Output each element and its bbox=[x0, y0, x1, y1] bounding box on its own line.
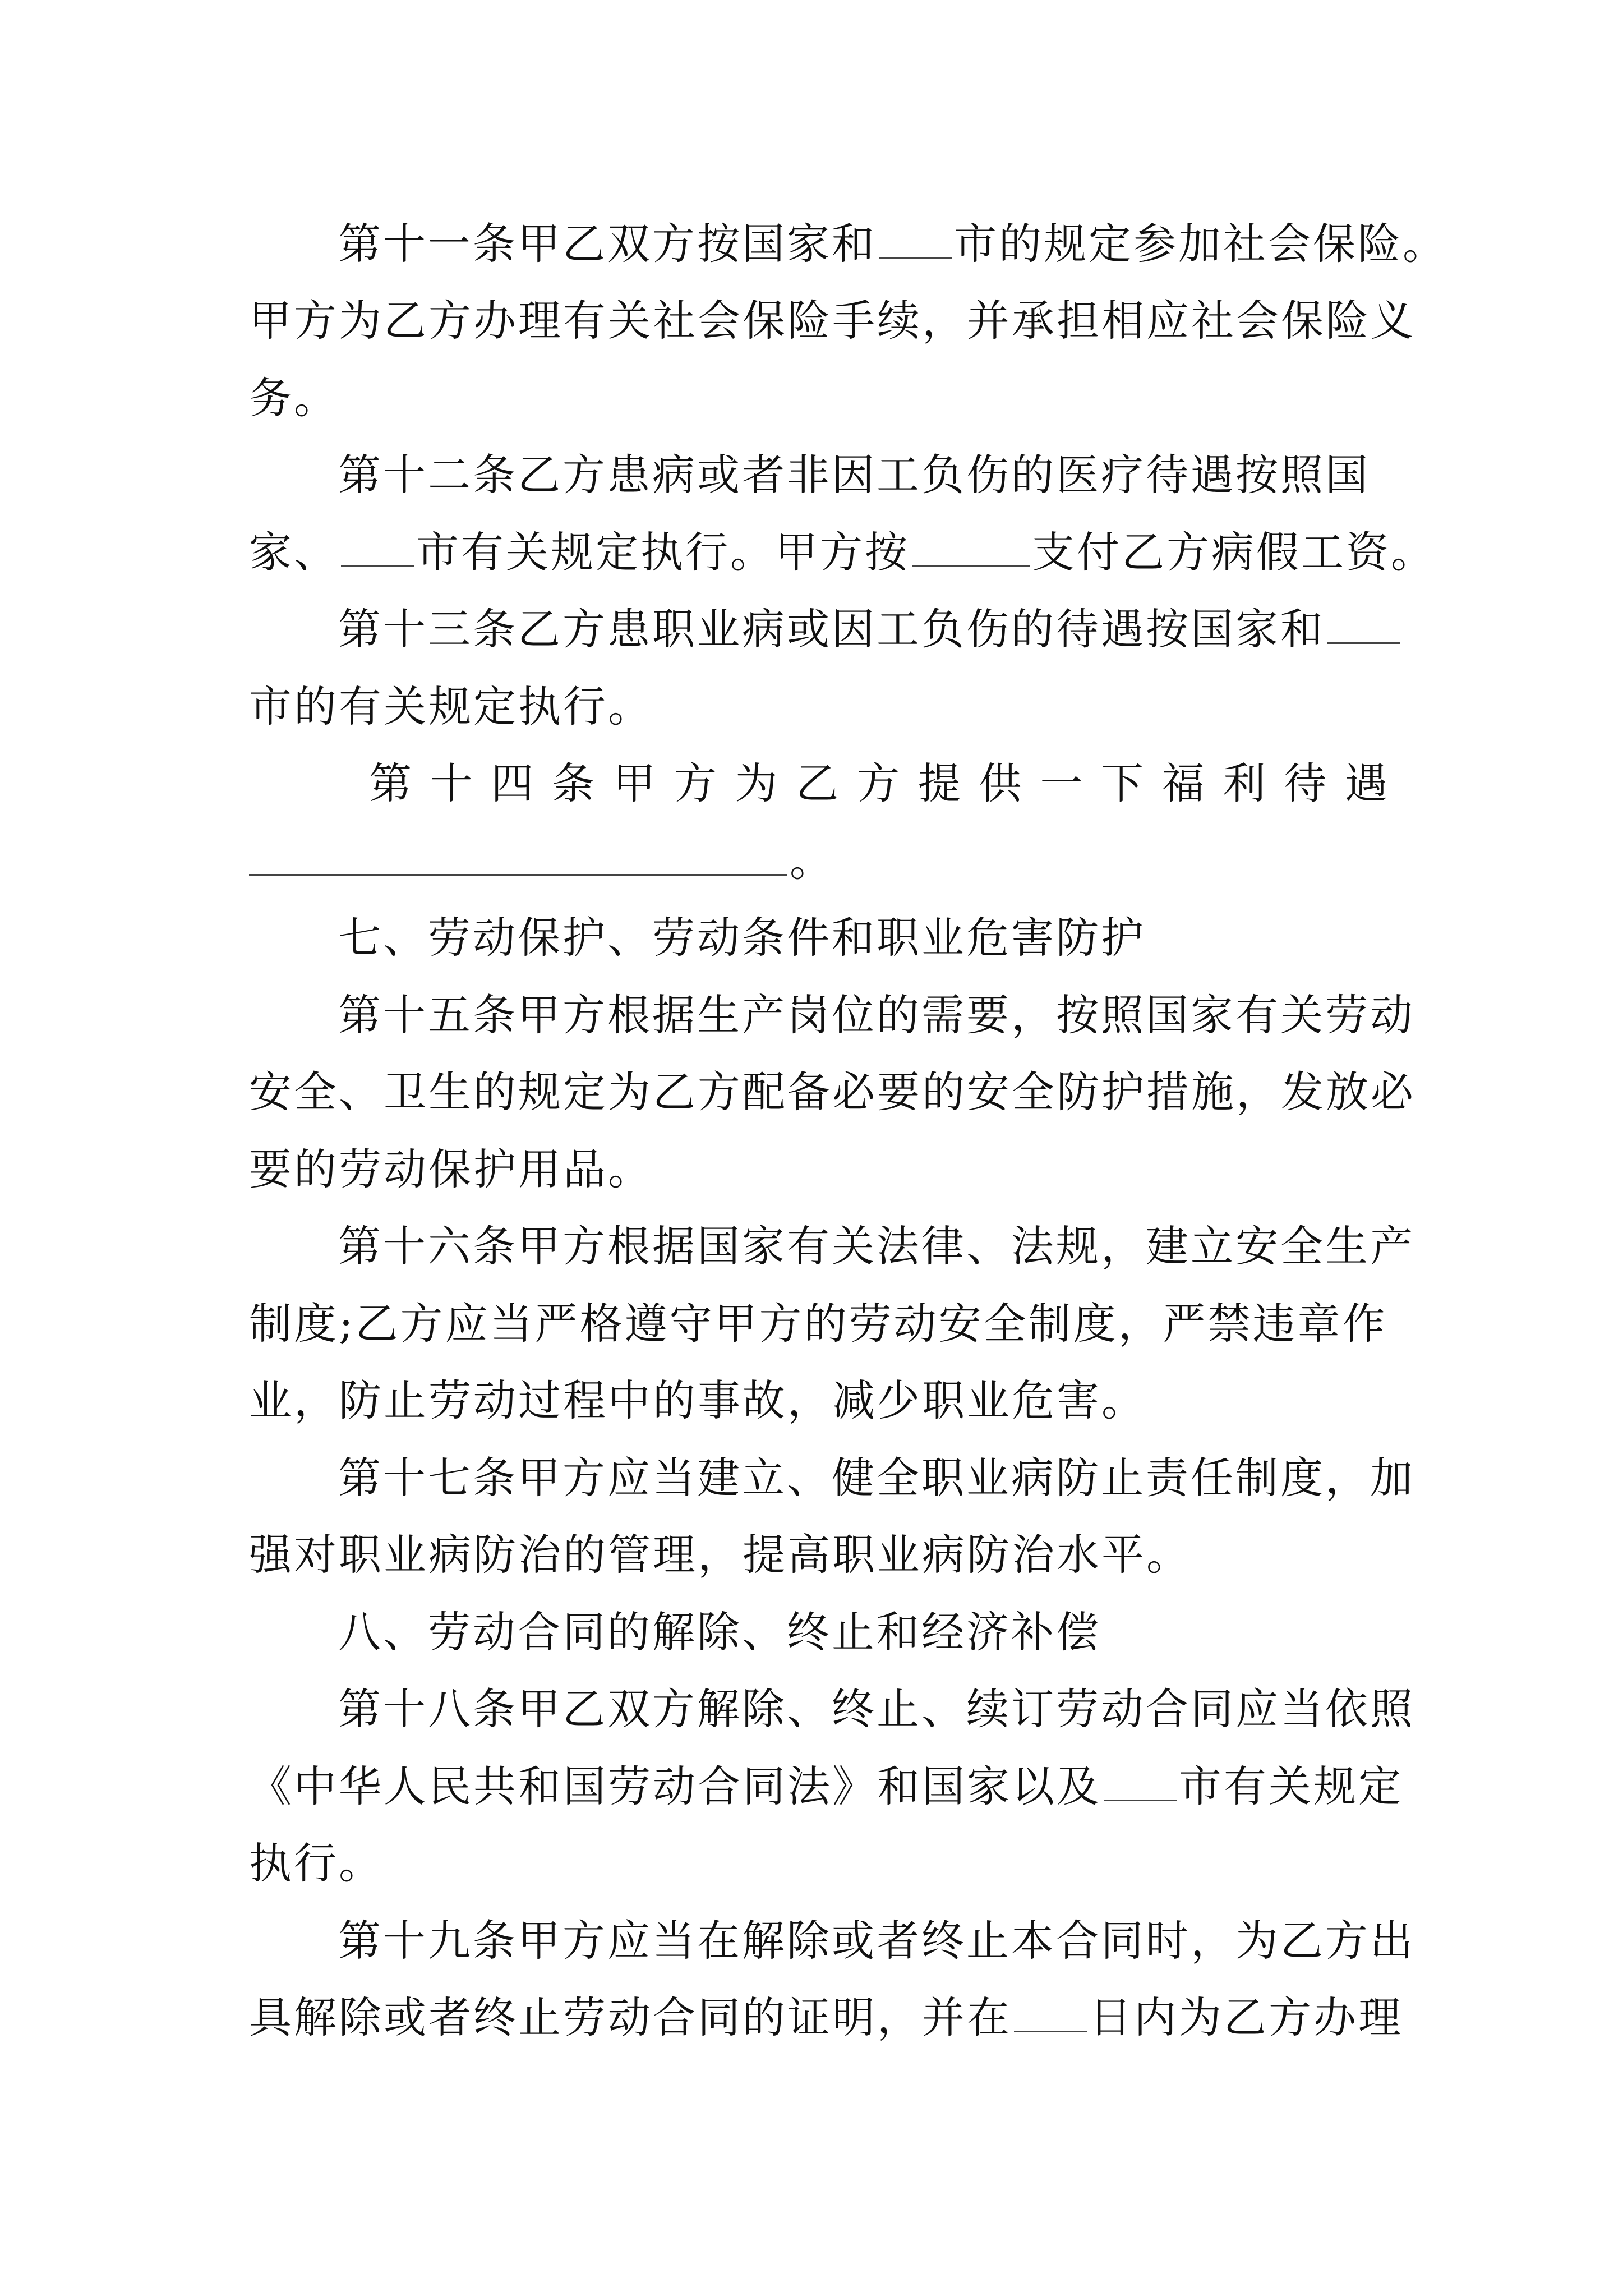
article-14-char: 利 bbox=[1223, 758, 1268, 808]
article-11-line-1 bbox=[338, 216, 1471, 272]
days-blank[interactable] bbox=[1014, 1994, 1087, 2032]
article-14-char: 供 bbox=[979, 758, 1024, 808]
article-19-text-a: 具解除或者终止劳动合同的证明，并在 bbox=[249, 1993, 1012, 2042]
article-17-line-1: 第十七条甲方应当建立、健全职业病防止责任制度，加 bbox=[338, 1453, 1415, 1503]
article-18-text-b: 市有关规定 bbox=[1179, 1761, 1403, 1811]
article-13-line-2: 市的有关规定执行。 bbox=[249, 682, 653, 731]
article-18-line-2 bbox=[249, 1759, 1403, 1815]
article-14-char: 方 bbox=[674, 758, 719, 808]
city-blank[interactable] bbox=[1104, 1763, 1177, 1801]
article-11-text-b: 市的规定参加社会保险。 bbox=[954, 219, 1447, 269]
article-14-char: 一 bbox=[1040, 758, 1085, 808]
article-12-text-c: 支付乙方病假工资。 bbox=[1032, 527, 1436, 577]
benefits-blank[interactable] bbox=[249, 837, 787, 876]
article-14-end: 。 bbox=[790, 836, 834, 886]
article-14-char: 方 bbox=[857, 758, 902, 808]
section-7-heading: 七、劳动保护、劳动条件和职业危害防护 bbox=[338, 913, 1146, 963]
article-14-char: 提 bbox=[917, 758, 963, 808]
article-16-line-3: 业，防止劳动过程中的事故，减少职业危害。 bbox=[249, 1375, 1146, 1425]
article-14-char: 待 bbox=[1284, 758, 1329, 808]
article-14-char: 乙 bbox=[796, 758, 841, 808]
article-12-text-a: 家、 bbox=[249, 527, 339, 577]
city-blank[interactable] bbox=[879, 220, 952, 259]
sick-pay-blank[interactable] bbox=[912, 528, 1030, 567]
article-19-line-2 bbox=[249, 1990, 1403, 2046]
article-14-char: 遇 bbox=[1345, 758, 1390, 808]
article-17-line-2: 强对职业病防治的管理，提高职业病防治水平。 bbox=[249, 1530, 1191, 1580]
article-14-char: 福 bbox=[1161, 758, 1207, 808]
article-15-line-1: 第十五条甲方根据生产岗位的需要，按照国家有关劳动 bbox=[338, 990, 1415, 1040]
article-11-text-a: 第十一条甲乙双方按国家和 bbox=[338, 219, 877, 269]
city-blank[interactable] bbox=[341, 528, 414, 567]
article-14-char: 下 bbox=[1101, 758, 1146, 808]
article-19-text-b: 日内为乙方办理 bbox=[1089, 1993, 1403, 2042]
article-15-line-2: 安全、卫生的规定为乙方配备必要的安全防护措施，发放必 bbox=[249, 1067, 1415, 1117]
article-11-line-2: 甲方为乙方办理有关社会保险手续，并承担相应社会保险义 bbox=[249, 296, 1415, 346]
article-14-char: 四 bbox=[491, 758, 536, 808]
article-12-text-b: 市有关规定执行。甲方按 bbox=[416, 527, 910, 577]
article-14-char: 甲 bbox=[613, 758, 658, 808]
article-13-text-a: 第十三条乙方患职业病或因工负伤的待遇按国家和 bbox=[338, 604, 1325, 654]
article-18-text-a: 《中华人民共和国劳动合同法》和国家以及 bbox=[249, 1761, 1101, 1811]
article-12-line-1: 第十二条乙方患病或者非因工负伤的医疗待遇按照国 bbox=[338, 450, 1370, 500]
article-11-line-3: 务。 bbox=[249, 373, 339, 423]
article-14-line-1 bbox=[369, 756, 1390, 812]
article-14-char: 为 bbox=[735, 758, 780, 808]
article-14-char: 条 bbox=[552, 758, 597, 808]
article-15-line-3: 要的劳动保护用品。 bbox=[249, 1144, 653, 1194]
article-14-char: 第 bbox=[369, 758, 414, 808]
section-8-heading: 八、劳动合同的解除、终止和经济补偿 bbox=[338, 1607, 1101, 1657]
article-16-line-1: 第十六条甲方根据国家有关法律、法规，建立安全生产 bbox=[338, 1221, 1415, 1271]
article-18-line-1: 第十八条甲乙双方解除、终止、续订劳动合同应当依照 bbox=[338, 1684, 1415, 1734]
article-14-char: 十 bbox=[430, 758, 475, 808]
article-12-line-2 bbox=[249, 524, 1436, 581]
article-19-line-1: 第十九条甲方应当在解除或者终止本合同时，为乙方出 bbox=[338, 1916, 1415, 1966]
article-16-line-2: 制度;乙方应当严格遵守甲方的劳动安全制度，严禁违章作 bbox=[249, 1299, 1387, 1349]
city-blank[interactable] bbox=[1327, 605, 1400, 644]
article-13-line-1 bbox=[338, 601, 1471, 657]
article-14-line-2 bbox=[249, 833, 1382, 889]
article-18-line-3: 执行。 bbox=[249, 1838, 384, 1888]
